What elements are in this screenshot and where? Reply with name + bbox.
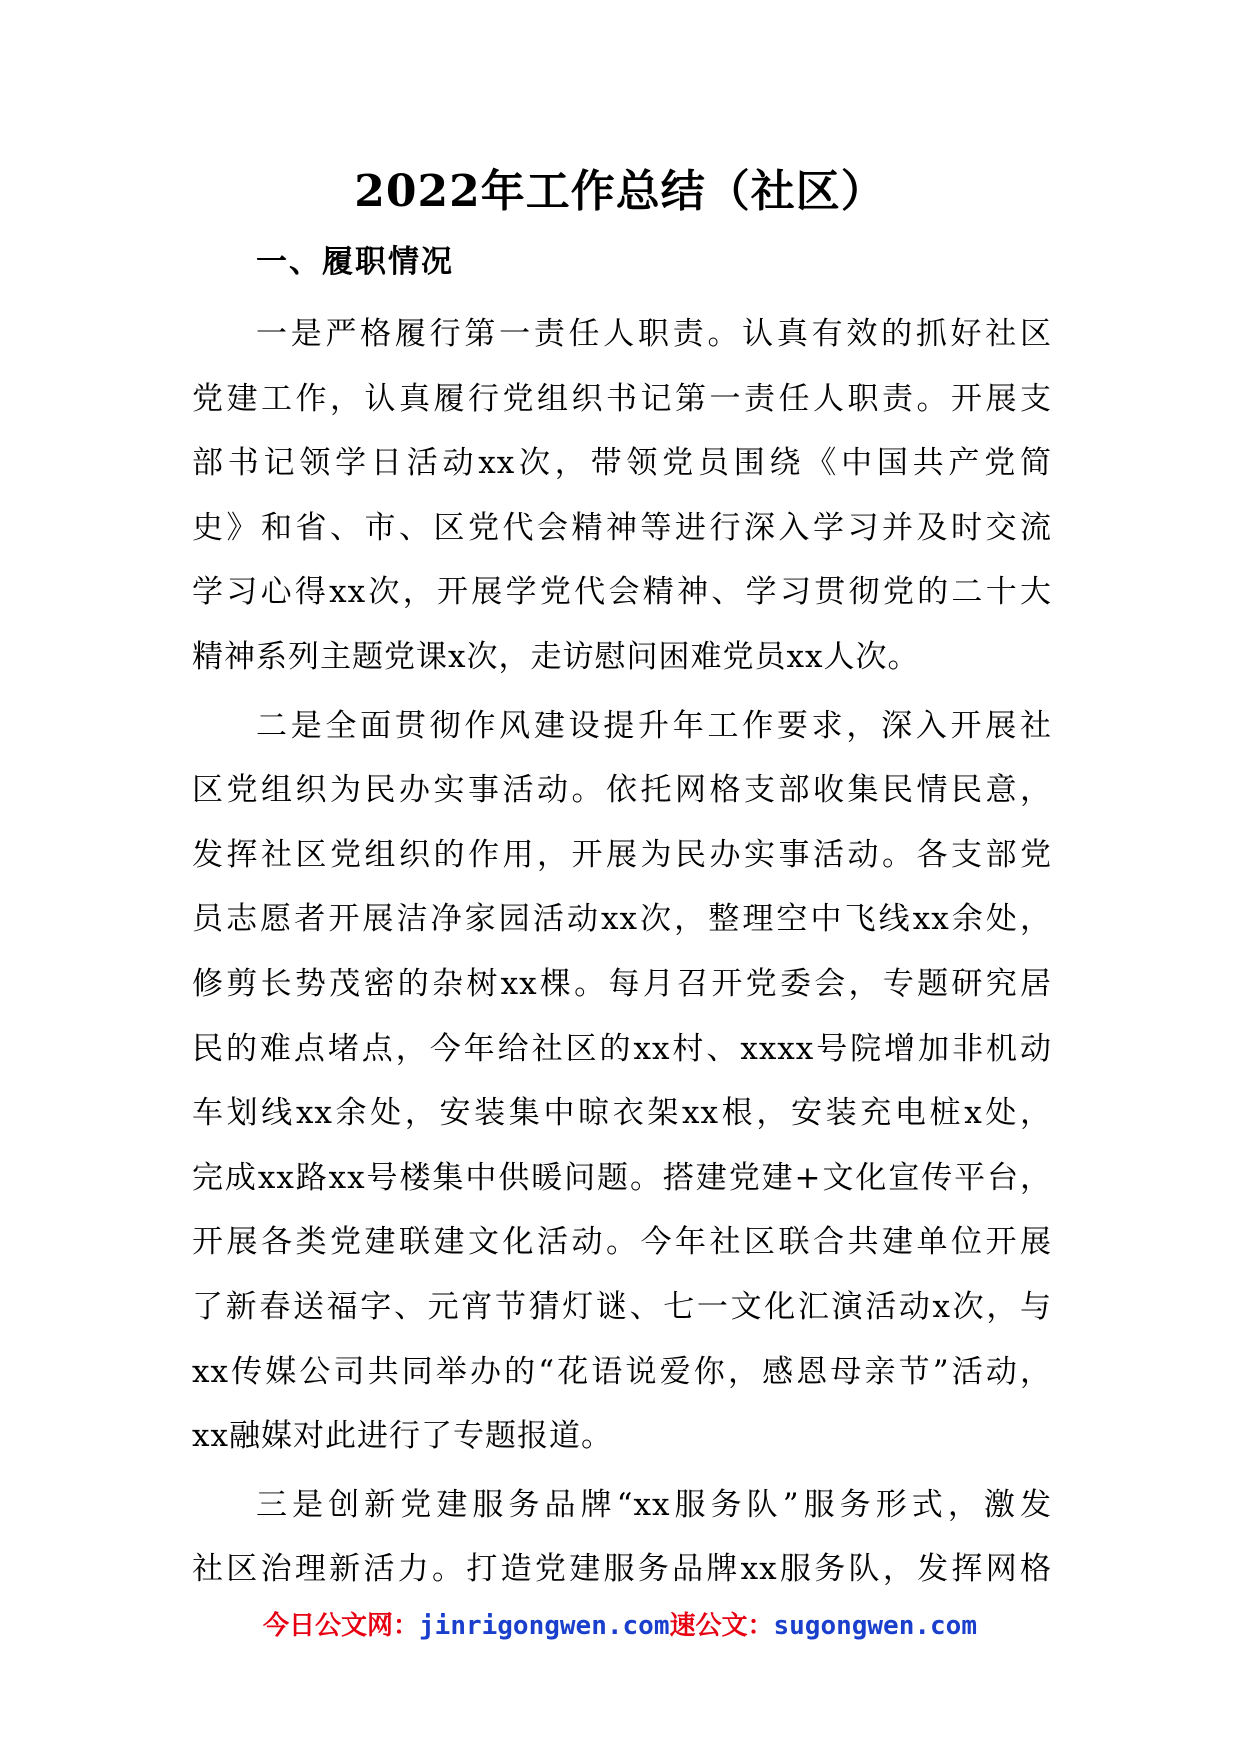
footer-link-jinrigongwen[interactable]: jinrigongwen.com xyxy=(419,1611,670,1641)
paragraph-line: 修剪长势茂密的杂树xx棵。每月召开党委会，专题研究居 xyxy=(192,965,1052,1002)
paragraph-line: 员志愿者开展洁净家园活动xx次，整理空中飞线xx余处， xyxy=(192,901,1052,938)
document-title: 2022年工作总结（社区） xyxy=(354,166,886,217)
paragraph-line: 党建工作，认真履行党组织书记第一责任人职责。开展支 xyxy=(192,380,1052,417)
paragraph-line: xx传媒公司共同举办的“花语说爱你，感恩母亲节”活动， xyxy=(192,1353,1052,1390)
footer-watermark xyxy=(0,1606,1240,1646)
paragraph-line: 三是创新党建服务品牌“xx服务队”服务形式，激发 xyxy=(256,1486,1052,1523)
paragraph-2 xyxy=(192,694,1052,1469)
paragraph-line: 民的难点堵点，今年给社区的xx村、xxxx号院增加非机动 xyxy=(192,1030,1052,1067)
paragraph-line: 精神系列主题党课x次，走访慰问困难党员xx人次。 xyxy=(192,638,920,675)
paragraph-line: 二是全面贯彻作风建设提升年工作要求，深入开展社 xyxy=(256,707,1052,744)
paragraph-line: 完成xx路xx号楼集中供暖问题。搭建党建+文化宣传平台， xyxy=(192,1159,1052,1196)
paragraph-line: 社区治理新活力。打造党建服务品牌xx服务队，发挥网格 xyxy=(192,1551,1052,1588)
paragraph-line: 发挥社区党组织的作用，开展为民办实事活动。各支部党 xyxy=(192,836,1052,873)
footer-link-sugongwen[interactable]: sugongwen.com xyxy=(773,1611,977,1641)
paragraph-line: 部书记领学日活动xx次，带领党员围绕《中国共产党简 xyxy=(192,445,1052,482)
footer-label-jinrigongwen: 今日公文网： xyxy=(263,1611,420,1641)
paragraph-3 xyxy=(192,1473,1052,1602)
footer-label-sugongwen: 速公文： xyxy=(669,1611,774,1641)
paragraph-line: 一是严格履行第一责任人职责。认真有效的抓好社区 xyxy=(256,316,1052,352)
paragraph-line: 史》和省、市、区党代会精神等进行深入学习并及时交流 xyxy=(192,509,1052,546)
body-text xyxy=(192,302,1052,1606)
paragraph-line: 开展各类党建联建文化活动。今年社区联合共建单位开展 xyxy=(192,1224,1052,1261)
paragraph-line: 车划线xx余处，安装集中晾衣架xx根，安装充电桩x处， xyxy=(192,1095,1052,1132)
paragraph-line: 了新春送福字、元宵节猜灯谜、七一文化汇演活动x次，与 xyxy=(192,1288,1052,1325)
section-heading: 一、履职情况 xyxy=(256,244,454,280)
paragraph-line: 区党组织为民办实事活动。依托网格支部收集民情民意， xyxy=(192,772,1052,809)
paragraph-1 xyxy=(192,302,1052,690)
paragraph-line: xx融媒对此进行了专题报道。 xyxy=(192,1418,613,1455)
paragraph-line: 学习心得xx次，开展学党代会精神、学习贯彻党的二十大 xyxy=(192,574,1052,611)
